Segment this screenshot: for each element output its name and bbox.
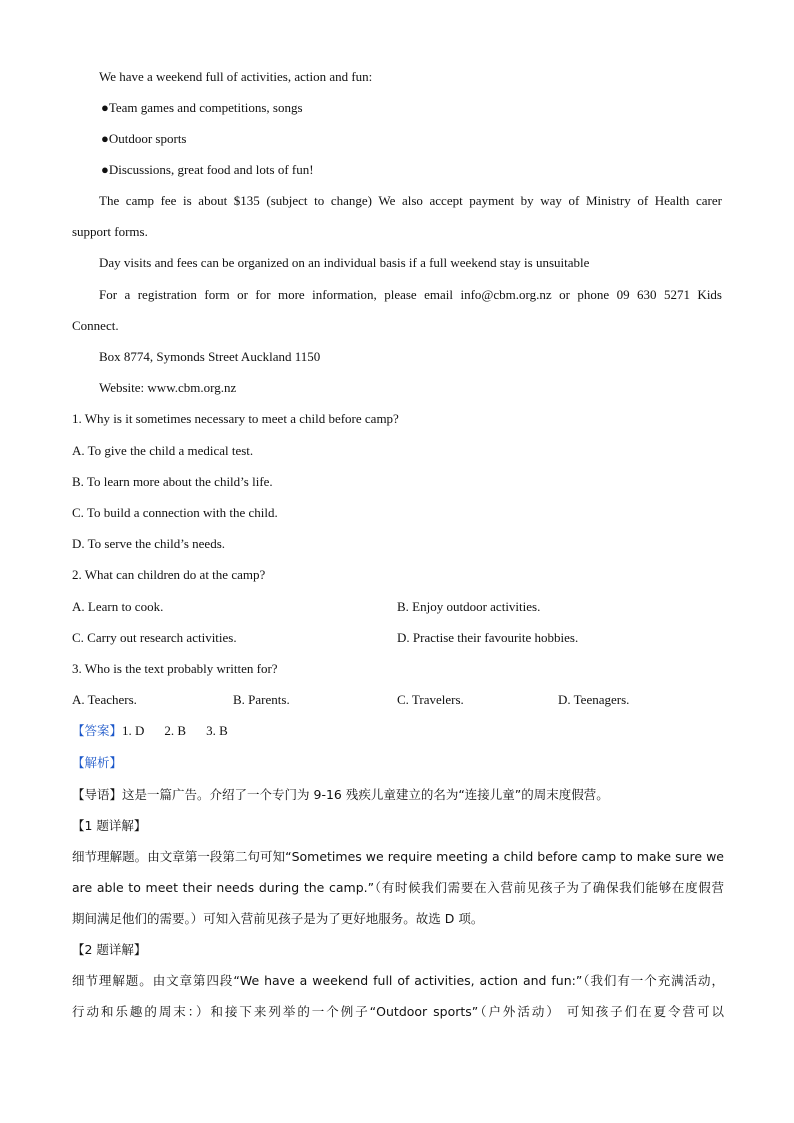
website-text: Website: www.cbm.org.nz [99, 380, 237, 395]
camp-fee-line-2: support forms. [72, 224, 148, 239]
guide-line [72, 786, 609, 804]
postal-address: Box 8774, Symonds Street Auckland 1150 [99, 349, 321, 364]
answer-label: 【答案】 [72, 723, 123, 738]
day-visits-text: Day visits and fees can be organized on an individual basis if a full weekend stay is unsuitable [99, 255, 590, 270]
q1-option-b: B. To learn more about the child’s life. [72, 474, 273, 489]
q2-option-a: A. Learn to cook. [72, 599, 164, 614]
q1-option-a: A. To give the child a medical test. [72, 443, 254, 458]
camp-fee-line-1: The camp fee is about $135 (subject to change) We also accept payment by way of Ministry of Health carer [99, 193, 722, 208]
q1-detail-line-1: 细节理解题。由文章第一段第二句可知“Sometimes we require meeting a child before camp to make sure we [72, 849, 724, 864]
bullet-team-games: ●Team games and competitions, songs [101, 100, 303, 115]
analysis-label: 【解析】 [72, 755, 123, 770]
q3-option-d: D. Teenagers. [558, 692, 630, 707]
q2-option-c: C. Carry out research activities. [72, 630, 237, 645]
answer-2: 2. B [164, 723, 187, 738]
answer-line [72, 722, 248, 740]
question-3: 3. Who is the text probably written for? [72, 661, 278, 676]
answer-1: 1. D [122, 723, 145, 738]
q1-option-d: D. To serve the child’s needs. [72, 536, 226, 551]
q2-detail-line-2: 行动和乐趣的周末：）和接下来列举的一个例子“Outdoor sports”（户外活动） 可知孩子们在夏令营可以 [72, 1004, 724, 1019]
q2-detail-label: 【2 题详解】 [72, 942, 147, 957]
q1-option-c: C. To build a connection with the child. [72, 505, 278, 520]
q2-option-b: B. Enjoy outdoor activities. [397, 599, 541, 614]
q3-option-c: C. Travelers. [397, 692, 464, 707]
bullet-outdoor-sports: ●Outdoor sports [101, 131, 187, 146]
question-2: 2. What can children do at the camp? [72, 567, 266, 582]
q2-option-d: D. Practise their favourite hobbies. [397, 630, 579, 645]
q3-option-a: A. Teachers. [72, 692, 137, 707]
q3-option-b: B. Parents. [233, 692, 290, 707]
q1-detail-line-2: are able to meet their needs during the camp.”（有时候我们需要在入营前见孩子为了确保我们能够在度假营 [72, 880, 724, 895]
answer-3: 3. B [206, 723, 228, 738]
passage-intro: We have a weekend full of activities, action and fun: [99, 69, 373, 84]
registration-line-1: For a registration form or for more information, please email info@cbm.org.nz or phone 09 630 5271 Kids [99, 287, 722, 302]
q1-detail-label: 【1 题详解】 [72, 818, 147, 833]
guide-text: 这是一篇广告。介绍了一个专门为 9-16 残疾儿童建立的名为“连接儿童”的周末度假营。 [122, 787, 609, 802]
guide-label: 【导语】 [72, 787, 123, 802]
q1-detail-line-3: 期间满足他们的需要。）可知入营前见孩子是为了更好地服务。故选 D 项。 [72, 911, 484, 926]
bullet-discussions: ●Discussions, great food and lots of fun! [101, 162, 314, 177]
q2-detail-line-1: 细节理解题。由文章第四段“We have a weekend full of activities, action and fun:”（我们有一个充满活动， [72, 973, 724, 988]
question-1: 1. Why is it sometimes necessary to meet a child before camp? [72, 411, 399, 426]
registration-line-2: Connect. [72, 318, 119, 333]
